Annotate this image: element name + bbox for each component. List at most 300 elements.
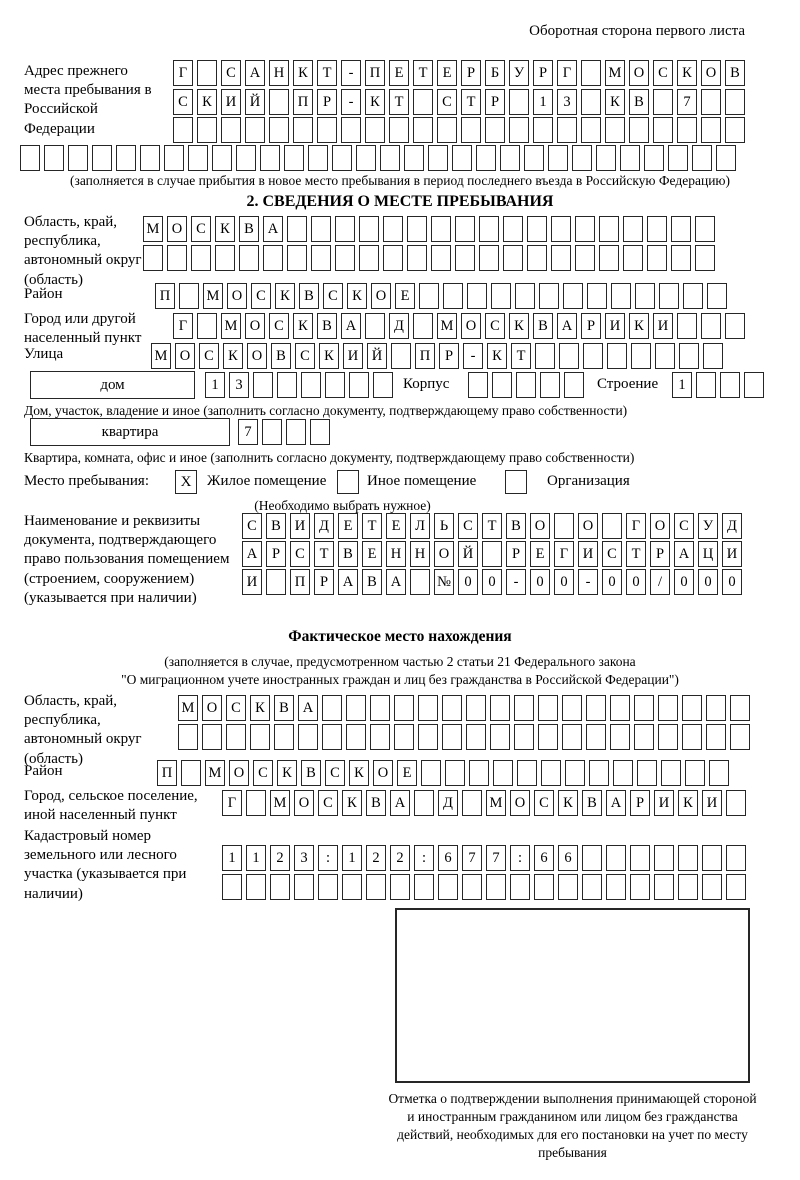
char-box[interactable]: М	[221, 313, 241, 339]
char-box[interactable]	[505, 470, 527, 494]
char-box[interactable]: -	[341, 89, 361, 115]
char-box[interactable]	[596, 145, 616, 171]
char-box[interactable]	[410, 569, 430, 595]
char-box[interactable]: Ь	[434, 513, 454, 539]
char-box[interactable]: У	[698, 513, 718, 539]
char-box[interactable]	[294, 874, 314, 900]
char-box[interactable]	[493, 760, 513, 786]
char-box[interactable]: С	[242, 513, 262, 539]
char-box[interactable]	[730, 695, 750, 721]
char-box[interactable]	[356, 145, 376, 171]
char-box[interactable]	[682, 695, 702, 721]
char-box[interactable]	[548, 145, 568, 171]
char-box[interactable]	[613, 760, 633, 786]
char-box[interactable]: Й	[245, 89, 265, 115]
char-box[interactable]	[647, 216, 667, 242]
char-box[interactable]: В	[725, 60, 745, 86]
char-box[interactable]: 3	[294, 845, 314, 871]
char-box[interactable]	[414, 874, 434, 900]
char-box[interactable]	[637, 760, 657, 786]
char-box[interactable]: 0	[554, 569, 574, 595]
char-box[interactable]	[514, 724, 534, 750]
char-box[interactable]: О	[510, 790, 530, 816]
char-box[interactable]	[541, 760, 561, 786]
char-box[interactable]: Т	[413, 60, 433, 86]
char-box[interactable]: 0	[698, 569, 718, 595]
char-box[interactable]	[246, 874, 266, 900]
char-box[interactable]: С	[534, 790, 554, 816]
char-box[interactable]	[659, 283, 679, 309]
char-box[interactable]: П	[155, 283, 175, 309]
char-box[interactable]	[462, 874, 482, 900]
char-box[interactable]: В	[317, 313, 337, 339]
char-box[interactable]	[716, 145, 736, 171]
char-box[interactable]: 2	[390, 845, 410, 871]
char-box[interactable]	[678, 874, 698, 900]
char-box[interactable]	[726, 845, 746, 871]
char-box[interactable]	[695, 245, 715, 271]
char-box[interactable]: Е	[386, 513, 406, 539]
char-box[interactable]: К	[487, 343, 507, 369]
char-box[interactable]: Т	[482, 513, 502, 539]
char-box[interactable]: Г	[222, 790, 242, 816]
char-box[interactable]: О	[629, 60, 649, 86]
char-box[interactable]: К	[349, 760, 369, 786]
char-box[interactable]: К	[275, 283, 295, 309]
char-box[interactable]	[383, 216, 403, 242]
char-box[interactable]: С	[269, 313, 289, 339]
char-box[interactable]: В	[338, 541, 358, 567]
char-box[interactable]	[179, 283, 199, 309]
char-box[interactable]: О	[530, 513, 550, 539]
char-box[interactable]	[325, 372, 345, 398]
char-box[interactable]	[442, 695, 462, 721]
char-box[interactable]: К	[678, 790, 698, 816]
char-box[interactable]	[308, 145, 328, 171]
char-box[interactable]: В	[366, 790, 386, 816]
char-box[interactable]	[298, 724, 318, 750]
char-box[interactable]	[726, 790, 746, 816]
char-box[interactable]	[515, 283, 535, 309]
char-box[interactable]: С	[485, 313, 505, 339]
char-box[interactable]: И	[653, 313, 673, 339]
char-box[interactable]: Б	[485, 60, 505, 86]
char-box[interactable]	[658, 724, 678, 750]
char-box[interactable]: -	[578, 569, 598, 595]
char-box[interactable]	[517, 760, 537, 786]
char-box[interactable]: О	[371, 283, 391, 309]
char-box[interactable]: В	[271, 343, 291, 369]
char-box[interactable]: Е	[389, 60, 409, 86]
char-box[interactable]: А	[557, 313, 577, 339]
char-box[interactable]	[431, 216, 451, 242]
char-box[interactable]	[394, 724, 414, 750]
char-box[interactable]: Е	[362, 541, 382, 567]
char-box[interactable]	[696, 372, 716, 398]
char-box[interactable]	[443, 283, 463, 309]
char-box[interactable]: Р	[533, 60, 553, 86]
char-box[interactable]	[653, 117, 673, 143]
char-box[interactable]: №	[434, 569, 454, 595]
char-box[interactable]	[479, 216, 499, 242]
char-box[interactable]: П	[293, 89, 313, 115]
char-box[interactable]: В	[629, 89, 649, 115]
char-box[interactable]: X	[175, 470, 197, 494]
char-box[interactable]	[346, 724, 366, 750]
char-box[interactable]	[606, 845, 626, 871]
char-box[interactable]: 1	[222, 845, 242, 871]
char-box[interactable]	[442, 724, 462, 750]
char-box[interactable]: Н	[269, 60, 289, 86]
char-box[interactable]: К	[677, 60, 697, 86]
char-box[interactable]: О	[227, 283, 247, 309]
char-box[interactable]: 6	[438, 845, 458, 871]
char-box[interactable]	[468, 372, 488, 398]
char-box[interactable]	[509, 117, 529, 143]
char-box[interactable]: К	[197, 89, 217, 115]
char-box[interactable]	[269, 89, 289, 115]
char-box[interactable]	[535, 343, 555, 369]
char-box[interactable]: Е	[338, 513, 358, 539]
char-box[interactable]	[482, 541, 502, 567]
char-box[interactable]	[485, 117, 505, 143]
char-box[interactable]	[701, 89, 721, 115]
char-box[interactable]: И	[221, 89, 241, 115]
char-box[interactable]	[246, 790, 266, 816]
char-box[interactable]	[383, 245, 403, 271]
char-box[interactable]: И	[722, 541, 742, 567]
char-box[interactable]	[318, 874, 338, 900]
char-box[interactable]: Р	[317, 89, 337, 115]
char-box[interactable]: У	[509, 60, 529, 86]
char-box[interactable]	[581, 89, 601, 115]
stay-type-checkbox-residential[interactable]	[175, 470, 201, 494]
char-box[interactable]	[181, 760, 201, 786]
char-box[interactable]	[538, 695, 558, 721]
char-box[interactable]	[322, 724, 342, 750]
char-box[interactable]: 1	[533, 89, 553, 115]
char-box[interactable]	[654, 845, 674, 871]
char-box[interactable]	[527, 245, 547, 271]
char-box[interactable]	[373, 372, 393, 398]
char-box[interactable]	[701, 313, 721, 339]
char-box[interactable]	[337, 470, 359, 494]
char-box[interactable]: 3	[557, 89, 577, 115]
char-box[interactable]	[725, 313, 745, 339]
char-box[interactable]	[414, 790, 434, 816]
char-box[interactable]: Н	[410, 541, 430, 567]
char-box[interactable]	[654, 874, 674, 900]
char-box[interactable]: :	[318, 845, 338, 871]
char-box[interactable]	[706, 724, 726, 750]
char-box[interactable]	[503, 216, 523, 242]
char-box[interactable]	[557, 117, 577, 143]
char-box[interactable]	[421, 760, 441, 786]
char-box[interactable]: В	[533, 313, 553, 339]
char-box[interactable]	[322, 695, 342, 721]
char-box[interactable]	[178, 724, 198, 750]
char-box[interactable]	[359, 245, 379, 271]
char-box[interactable]: Р	[461, 60, 481, 86]
char-box[interactable]	[92, 145, 112, 171]
char-box[interactable]	[587, 283, 607, 309]
char-box[interactable]	[197, 313, 217, 339]
char-box[interactable]: 7	[486, 845, 506, 871]
char-box[interactable]	[270, 874, 290, 900]
char-box[interactable]: Р	[314, 569, 334, 595]
char-box[interactable]	[116, 145, 136, 171]
char-box[interactable]: А	[263, 216, 283, 242]
char-box[interactable]	[389, 117, 409, 143]
char-box[interactable]: 0	[722, 569, 742, 595]
char-box[interactable]	[563, 283, 583, 309]
char-box[interactable]: :	[510, 845, 530, 871]
char-box[interactable]	[701, 117, 721, 143]
char-box[interactable]: К	[605, 89, 625, 115]
char-box[interactable]	[391, 343, 411, 369]
char-box[interactable]	[677, 313, 697, 339]
char-box[interactable]	[671, 245, 691, 271]
char-box[interactable]	[685, 760, 705, 786]
char-box[interactable]	[173, 117, 193, 143]
char-box[interactable]	[629, 117, 649, 143]
char-box[interactable]	[647, 245, 667, 271]
char-box[interactable]	[630, 874, 650, 900]
char-box[interactable]: В	[274, 695, 294, 721]
char-box[interactable]: Л	[410, 513, 430, 539]
char-box[interactable]	[551, 245, 571, 271]
char-box[interactable]: О	[247, 343, 267, 369]
char-box[interactable]	[413, 89, 433, 115]
char-box[interactable]	[437, 117, 457, 143]
char-box[interactable]: И	[242, 569, 262, 595]
char-box[interactable]	[274, 724, 294, 750]
char-box[interactable]	[140, 145, 160, 171]
char-box[interactable]: К	[319, 343, 339, 369]
char-box[interactable]	[428, 145, 448, 171]
char-box[interactable]	[644, 145, 664, 171]
char-box[interactable]	[527, 216, 547, 242]
char-box[interactable]: 3	[229, 372, 249, 398]
char-box[interactable]	[678, 845, 698, 871]
char-box[interactable]	[582, 845, 602, 871]
char-box[interactable]: -	[341, 60, 361, 86]
char-box[interactable]	[236, 145, 256, 171]
char-box[interactable]: Д	[389, 313, 409, 339]
char-box[interactable]: 0	[458, 569, 478, 595]
char-box[interactable]	[394, 695, 414, 721]
char-box[interactable]	[335, 216, 355, 242]
char-box[interactable]	[610, 724, 630, 750]
char-box[interactable]: А	[606, 790, 626, 816]
char-box[interactable]	[277, 372, 297, 398]
char-box[interactable]	[658, 695, 678, 721]
char-box[interactable]	[682, 724, 702, 750]
char-box[interactable]	[534, 874, 554, 900]
char-box[interactable]: 0	[602, 569, 622, 595]
char-box[interactable]	[452, 145, 472, 171]
char-box[interactable]: К	[293, 60, 313, 86]
char-box[interactable]	[20, 145, 40, 171]
char-box[interactable]: О	[167, 216, 187, 242]
char-box[interactable]: М	[143, 216, 163, 242]
char-box[interactable]	[661, 760, 681, 786]
char-box[interactable]	[606, 874, 626, 900]
char-box[interactable]: 1	[342, 845, 362, 871]
char-box[interactable]: К	[342, 790, 362, 816]
char-box[interactable]: С	[295, 343, 315, 369]
char-box[interactable]: С	[325, 760, 345, 786]
char-box[interactable]	[581, 60, 601, 86]
char-box[interactable]	[317, 117, 337, 143]
char-box[interactable]: /	[650, 569, 670, 595]
char-box[interactable]: 6	[558, 845, 578, 871]
char-box[interactable]: 2	[270, 845, 290, 871]
char-box[interactable]: Й	[367, 343, 387, 369]
char-box[interactable]	[286, 419, 306, 445]
char-box[interactable]	[707, 283, 727, 309]
char-box[interactable]: 2	[366, 845, 386, 871]
char-box[interactable]	[370, 724, 390, 750]
char-box[interactable]: 7	[238, 419, 258, 445]
char-box[interactable]	[692, 145, 712, 171]
char-box[interactable]	[335, 245, 355, 271]
char-box[interactable]	[418, 724, 438, 750]
char-box[interactable]	[677, 117, 697, 143]
char-box[interactable]: 0	[626, 569, 646, 595]
char-box[interactable]	[725, 89, 745, 115]
char-box[interactable]: П	[415, 343, 435, 369]
char-box[interactable]	[562, 695, 582, 721]
char-box[interactable]: О	[245, 313, 265, 339]
char-box[interactable]: Д	[314, 513, 334, 539]
char-box[interactable]	[239, 245, 259, 271]
char-box[interactable]	[215, 245, 235, 271]
char-box[interactable]: С	[602, 541, 622, 567]
char-box[interactable]	[293, 117, 313, 143]
char-box[interactable]	[418, 695, 438, 721]
char-box[interactable]	[583, 343, 603, 369]
char-box[interactable]: М	[178, 695, 198, 721]
char-box[interactable]: И	[702, 790, 722, 816]
char-box[interactable]: О	[202, 695, 222, 721]
char-box[interactable]	[586, 724, 606, 750]
char-box[interactable]: Т	[511, 343, 531, 369]
char-box[interactable]: А	[390, 790, 410, 816]
char-box[interactable]	[539, 283, 559, 309]
char-box[interactable]	[709, 760, 729, 786]
char-box[interactable]: О	[650, 513, 670, 539]
char-box[interactable]: С	[437, 89, 457, 115]
char-box[interactable]	[605, 117, 625, 143]
char-box[interactable]: 1	[246, 845, 266, 871]
char-box[interactable]	[514, 695, 534, 721]
stay-type-checkbox-organization[interactable]	[505, 470, 531, 494]
char-box[interactable]: Т	[389, 89, 409, 115]
char-box[interactable]: А	[245, 60, 265, 86]
char-box[interactable]: С	[199, 343, 219, 369]
char-box[interactable]: С	[323, 283, 343, 309]
char-box[interactable]: К	[277, 760, 297, 786]
char-box[interactable]	[419, 283, 439, 309]
char-box[interactable]: 0	[482, 569, 502, 595]
char-box[interactable]: О	[294, 790, 314, 816]
char-box[interactable]: Т	[461, 89, 481, 115]
char-box[interactable]	[490, 695, 510, 721]
char-box[interactable]	[607, 343, 627, 369]
char-box[interactable]	[366, 874, 386, 900]
char-box[interactable]	[655, 343, 675, 369]
char-box[interactable]	[191, 245, 211, 271]
char-box[interactable]: П	[365, 60, 385, 86]
char-box[interactable]	[671, 216, 691, 242]
char-box[interactable]	[635, 283, 655, 309]
char-box[interactable]	[370, 695, 390, 721]
char-box[interactable]	[586, 695, 606, 721]
char-box[interactable]	[540, 372, 560, 398]
char-box[interactable]	[202, 724, 222, 750]
char-box[interactable]	[284, 145, 304, 171]
char-box[interactable]	[164, 145, 184, 171]
char-box[interactable]: С	[458, 513, 478, 539]
char-box[interactable]	[720, 372, 740, 398]
char-box[interactable]	[245, 117, 265, 143]
char-box[interactable]: Е	[397, 760, 417, 786]
char-box[interactable]: М	[605, 60, 625, 86]
char-box[interactable]: Р	[485, 89, 505, 115]
char-box[interactable]: И	[605, 313, 625, 339]
char-box[interactable]	[167, 245, 187, 271]
char-box[interactable]: С	[253, 760, 273, 786]
char-box[interactable]	[342, 874, 362, 900]
char-box[interactable]: М	[270, 790, 290, 816]
char-box[interactable]	[262, 419, 282, 445]
char-box[interactable]: Р	[630, 790, 650, 816]
char-box[interactable]	[679, 343, 699, 369]
char-box[interactable]: С	[653, 60, 673, 86]
char-box[interactable]	[461, 117, 481, 143]
char-box[interactable]	[250, 724, 270, 750]
char-box[interactable]	[188, 145, 208, 171]
char-box[interactable]	[630, 845, 650, 871]
char-box[interactable]	[455, 245, 475, 271]
char-box[interactable]: С	[290, 541, 310, 567]
char-box[interactable]	[683, 283, 703, 309]
char-box[interactable]: П	[290, 569, 310, 595]
char-box[interactable]	[311, 216, 331, 242]
char-box[interactable]: Й	[458, 541, 478, 567]
char-box[interactable]: Т	[314, 541, 334, 567]
char-box[interactable]	[599, 216, 619, 242]
char-box[interactable]	[221, 117, 241, 143]
char-box[interactable]: О	[578, 513, 598, 539]
stay-type-checkbox-other[interactable]	[337, 470, 363, 494]
char-box[interactable]	[287, 245, 307, 271]
char-box[interactable]: А	[242, 541, 262, 567]
char-box[interactable]	[653, 89, 673, 115]
char-box[interactable]: М	[205, 760, 225, 786]
char-box[interactable]	[68, 145, 88, 171]
char-box[interactable]	[610, 695, 630, 721]
char-box[interactable]	[467, 283, 487, 309]
char-box[interactable]: Е	[530, 541, 550, 567]
char-box[interactable]: Г	[173, 313, 193, 339]
char-box[interactable]	[462, 790, 482, 816]
char-box[interactable]: И	[290, 513, 310, 539]
char-box[interactable]	[269, 117, 289, 143]
char-box[interactable]: И	[654, 790, 674, 816]
char-box[interactable]	[287, 216, 307, 242]
